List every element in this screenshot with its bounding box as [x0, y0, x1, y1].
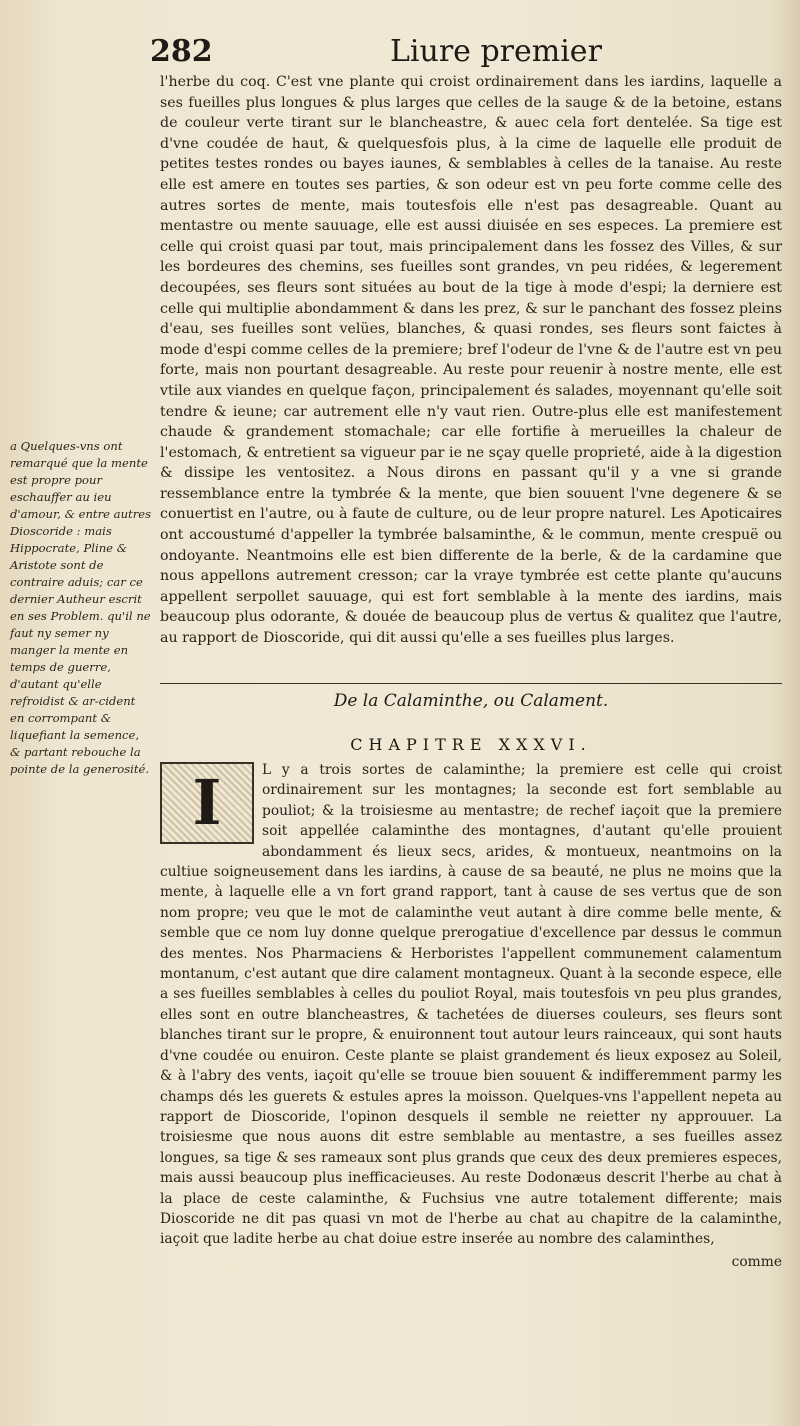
running-title: Liure premier [390, 34, 602, 69]
chapter-text-block [160, 760, 782, 1272]
chapter-paragraph: L y a trois sortes de calaminthe; la premiere est celle qui croist ordinairement sur les montagnes; la seconde est fort semblable au pouliot; & la troisiesme au mentastre; de rechef iaçoit que la premiere soit appellée calaminthe des montagnes, d'autant qu'elle prouient abondamment és lieux secs, arides, & montueux, neantmoins on la cultiue soigneusement dans les iardins, à cause de sa beauté, ne plus ne moins que la mente, à laquelle elle a vn fort grand rapport, tant à cause de ses vertus que de son nom propre; veu que le mot de calaminthe veut autant à dire comme belle mente, & semble que ce nom luy donne quelque prerogatiue d'excellence par dessus le commun des mentes. Nos Pharmaciens & Herboristes l'appellent communement calamentum montanum, c'est autant que dire calament montagneux. Quant à la seconde espece, elle a ses fueilles semblables à celles du pouliot Royal, mais toutesfois vn peu plus grandes, elles sont en outre blancheastres, & tachetées de diuerses couleurs, ses fleurs sont blanches tirant sur le propre, & enuironnent tout autour leurs rainceaux, qui sont hauts d'vne coudée ou enuiron. Ceste plante se plaist grandement és lieux exposez au Soleil, & à l'abry des vents, iaçoit qu'elle se trouue bien souuent & indifferemment parmy les champs dés les guerets & estules apres la moisson. Quelques-vns l'appellent nepeta au rapport de Dioscoride, l'opinon desquels il semble ne reietter ny approuuer. La troisiesme que nous auons dit estre semblable au mentastre, a ses fueilles assez longues, sa tige & ses rameaux sont plus grands que ceux des deux premieres especes, mais aussi beaucoup plus inefficacieuses. Au reste Dodonæus descrit l'herbe au chat à la place de ceste calaminthe, & Fuchsius vne autre totalement differente; mais Dioscoride ne dit pas quasi vn mot de l'herbe au chat au chapitre de la calaminthe, iaçoit que ladite herbe au chat doiue estre inserée au nombre des calaminthes, [160, 762, 782, 1248]
main-paragraph: l'herbe du coq. C'est vne plante qui croist ordinairement dans les iardins, laquelle a ses fueilles plus longues & plus larges que celles de la sauge & de la betoine, estans de couleur verte tirant sur le blancheastre, & auec cela fort dentelée. Sa tige est d'vne coudée de haut, & quelquesfois plus, à la cime de laquelle elle produit de petites testes rondes ou bayes iaunes, & semblables à celles de la tanaise. Au reste elle est amere en toutes ses parties, & son odeur est vn peu forte comme celle des autres sortes de mente, mais toutesfois elle n'est pas desagreable. Quant au mentastre ou mente sauuage, elle est aussi diuisée en ses especes. La premiere est celle qui croist quasi par tout, mais principalement dans les fossez des Villes, & sur les bordeures des chemins, ses fueilles sont grandes, vn peu ridées, & legerement decoupées, ses fleurs sont situées au bout de la tige à mode d'espi; la derniere est celle qui multiplie abondamment & dans les prez, & sur le panchant des fossez pleins d'eau, ses fueilles sont velües, blanches, & quasi rondes, ses fleurs sont faictes à mode d'espi comme celles de la premiere; bref l'odeur de l'vne & de l'autre est vn peu forte, mais non pourtant desagreable. Au reste pour reuenir à nostre mente, elle est vtile aux viandes en quelque façon, principalement és salades, moyennant qu'elle soit tendre & ieune; car autrement elle n'y vaut rien. Outre-plus elle est manifestement chaude & grandement stomachale; car elle fortifie à merueilles la chaleur de l'estomach, & entretient sa vigueur par ie ne sçay quelle proprieté, aide à la digestion & dissipe les ventositez. a Nous dirons en passant qu'il y a vne si grande ressemblance entre la tymbrée & la mente, que bien souuent l'vne degenere & se conuertist en l'autre, ou à faute de culture, ou de leur propre naturel. Les Apoticaires ont accoustumé d'appeller la tymbrée balsaminthe, & le commun, mente crespuë ou ondoyante. Neantmoins elle est bien differente de la berle, & de la cardamine que nous appellons autrement cresson; car la vraye tymbrée est cette plante qu'aucuns appellent serpollet sauuage, qui est fort semblable à la mente des iardins, mais beaucoup plus odorante, & douée de beaucoup plus de vertus & qualitez que l'autre, au rapport de Dioscoride, qui dit aussi qu'elle a ses fueilles plus larges. [160, 74, 782, 647]
initial-letter: I [192, 766, 222, 839]
marginal-note: a Quelques-vns ont remarqué que la mente est propre pour eschauffer au ieu d'amour, & entre autres Dioscoride : mais Hippocrate, Pline & Aristote sont de contraire aduis; car ce dernier Autheur escrit en ses Problem. qu'il ne faut ny semer ny manger la mente en temps de guerre, d'autant qu'elle refroidist & ar-cident en corrompant & liquefiant la semence, & partant rebouche la pointe de la generosité. [10, 439, 152, 776]
main-text-block [160, 72, 782, 649]
section-divider [160, 683, 782, 684]
catchword: comme [731, 1253, 782, 1270]
page-header [150, 34, 780, 74]
chapter-heading: CHAPITRE XXXVI. [350, 735, 592, 754]
catchword-line [160, 1252, 782, 1272]
page-number: 282 [150, 34, 213, 69]
decorated-initial [160, 762, 254, 844]
section-title: De la Calaminthe, ou Calament. [333, 691, 609, 711]
